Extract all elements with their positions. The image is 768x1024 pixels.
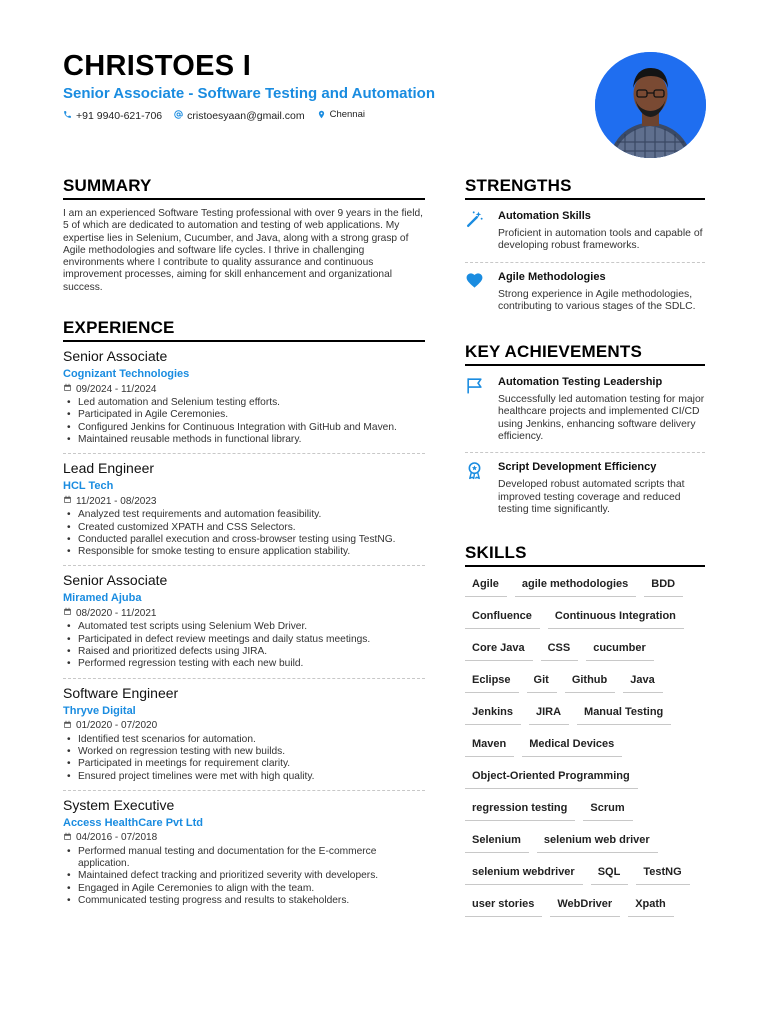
flag-icon bbox=[465, 376, 486, 443]
left-column bbox=[63, 176, 425, 914]
experience-list bbox=[63, 342, 425, 914]
skill-tag: agile methodologies bbox=[515, 573, 636, 597]
job-bullet: • Communicated testing progress and results to stakeholders. bbox=[63, 895, 425, 907]
skills-heading: SKILLS bbox=[465, 543, 705, 567]
job-bullet: • Automated test scripts using Selenium Web Driver. bbox=[63, 621, 425, 633]
job-entry bbox=[63, 791, 425, 914]
candidate-name: CHRISTOES I bbox=[63, 50, 252, 82]
date-range: 11/2021 - 08/2023 bbox=[76, 495, 157, 507]
phone-icon bbox=[63, 110, 72, 122]
location-text: Chennai bbox=[329, 108, 365, 120]
company-name: HCL Tech bbox=[63, 480, 114, 493]
job-bullet: • Analyzed test requirements and automation feasibility. bbox=[63, 509, 425, 521]
job-bullet: • Identified test scenarios for automation. bbox=[63, 734, 425, 746]
job-bullet: • Performed manual testing and documentation for the E-commerce application. bbox=[63, 846, 425, 871]
skill-tag: Medical Devices bbox=[522, 733, 622, 757]
job-bullet: • Engaged in Agile Ceremonies to align with the team. bbox=[63, 883, 425, 895]
skill-tag: Object-Oriented Programming bbox=[465, 765, 638, 789]
job-bullets bbox=[63, 734, 425, 783]
company-name: Cognizant Technologies bbox=[63, 368, 190, 381]
right-column bbox=[465, 176, 705, 925]
job-bullet: • Participated in defect review meetings and daily status meetings. bbox=[63, 634, 425, 646]
experience-heading: EXPERIENCE bbox=[63, 318, 425, 342]
job-bullet: • Responsible for smoke testing to ensure application stability. bbox=[63, 546, 425, 558]
job-entry bbox=[63, 342, 425, 454]
achievement-item bbox=[465, 453, 705, 525]
job-bullet: • Led automation and Selenium testing efforts. bbox=[63, 397, 425, 409]
calendar-icon bbox=[63, 495, 72, 507]
job-bullet: • Maintained defect tracking and prioritized severity with developers. bbox=[63, 870, 425, 882]
job-bullets bbox=[63, 846, 425, 907]
achievement-item bbox=[465, 368, 705, 453]
job-bullets bbox=[63, 397, 425, 446]
job-bullet: • Created customized XPATH and CSS Selectors. bbox=[63, 522, 425, 534]
job-title: Senior Associate bbox=[63, 572, 168, 589]
skill-tag: Java bbox=[623, 669, 662, 693]
job-dates bbox=[63, 607, 425, 619]
job-title: Software Engineer bbox=[63, 684, 179, 701]
job-dates bbox=[63, 720, 425, 732]
job-bullet: • Configured Jenkins for Continuous Integration with GitHub and Maven. bbox=[63, 422, 425, 434]
job-bullet: • Conducted parallel execution and cross-browser testing using TestNG. bbox=[63, 534, 425, 546]
heart-icon bbox=[465, 271, 486, 314]
contact-phone[interactable] bbox=[63, 110, 162, 122]
at-sign-icon bbox=[174, 110, 183, 122]
award-icon bbox=[465, 461, 486, 516]
calendar-icon bbox=[63, 832, 72, 844]
strength-desc: Proficient in automation tools and capable of developing robust frameworks. bbox=[498, 228, 703, 252]
skill-tag: Jenkins bbox=[465, 701, 521, 725]
job-bullets bbox=[63, 621, 425, 670]
skill-tag: BDD bbox=[644, 573, 683, 597]
strength-title: Automation Skills bbox=[498, 210, 591, 222]
company-name: Miramed Ajuba bbox=[63, 592, 142, 605]
achievements-heading: KEY ACHIEVEMENTS bbox=[465, 342, 705, 366]
job-bullet: • Performed regression testing with each new build. bbox=[63, 658, 425, 670]
job-entry bbox=[63, 566, 425, 678]
skill-tag: Eclipse bbox=[465, 669, 519, 693]
job-bullet: • Ensured project timelines were met with high quality. bbox=[63, 771, 425, 783]
skill-tag: Scrum bbox=[583, 797, 632, 821]
skill-tag: Agile bbox=[465, 573, 507, 597]
achievement-desc: Successfully led automation testing for major healthcare projects and implemented CI/CD using Jenkins, enhancing software delivery efficiency. bbox=[498, 394, 705, 443]
job-bullet: • Participated in Agile Ceremonies. bbox=[63, 409, 425, 421]
date-range: 04/2016 - 07/2018 bbox=[76, 832, 158, 844]
job-entry bbox=[63, 679, 425, 791]
job-bullet: • Maintained reusable methods in functional library. bbox=[63, 434, 425, 446]
avatar bbox=[595, 52, 706, 158]
date-range: 08/2020 - 11/2021 bbox=[76, 607, 157, 619]
skill-tag: Git bbox=[527, 669, 557, 693]
job-bullet: • Raised and prioritized defects using JIRA. bbox=[63, 646, 425, 658]
skill-tag: WebDriver bbox=[550, 893, 620, 917]
calendar-icon bbox=[63, 720, 72, 732]
skill-tag: SQL bbox=[591, 861, 629, 885]
skill-tag: Continuous Integration bbox=[548, 605, 684, 629]
skill-tag: Confluence bbox=[465, 605, 540, 629]
date-range: 01/2020 - 07/2020 bbox=[76, 720, 158, 732]
date-range: 09/2024 - 11/2024 bbox=[76, 383, 157, 395]
achievement-desc: Developed robust automated scripts that improved testing coverage and reduced testing time significantly. bbox=[498, 479, 685, 515]
skill-tag: selenium webdriver bbox=[465, 861, 583, 885]
job-dates bbox=[63, 495, 425, 507]
strength-item bbox=[465, 263, 705, 323]
skill-tag: regression testing bbox=[465, 797, 575, 821]
skill-tag: Maven bbox=[465, 733, 514, 757]
strength-title: Agile Methodologies bbox=[498, 270, 606, 283]
job-title: System Executive bbox=[63, 796, 175, 813]
job-title: Lead Engineer bbox=[63, 460, 155, 477]
summary-text: I am an experienced Software Testing professional with over 9 years in the field, 5 of which are dedicated to automation and testing of web applications. My expertise lies in Selenium, Cucumber, and Java, along with a strong grasp of Agile methodologies and software life cycles. I thrive in challenging environments where I contribute to quality assurance and continuous improvement processes, aiming for skill enhancement and organizational success. bbox=[63, 208, 423, 293]
job-bullets bbox=[63, 509, 425, 558]
skill-tag: selenium web driver bbox=[537, 829, 658, 853]
skill-tag: cucumber bbox=[586, 637, 654, 661]
skill-tag: Manual Testing bbox=[577, 701, 671, 725]
contact-email[interactable] bbox=[174, 110, 304, 122]
location-pin-icon bbox=[317, 110, 326, 122]
skills-list bbox=[465, 573, 705, 925]
skill-tag: Core Java bbox=[465, 637, 533, 661]
job-bullet: • Worked on regression testing with new builds. bbox=[63, 746, 425, 758]
strength-item bbox=[465, 202, 705, 263]
skill-tag: Github bbox=[565, 669, 615, 693]
phone-number: +91 9940-621-706 bbox=[76, 110, 163, 122]
job-bullet: • Participated in meetings for requirement clarity. bbox=[63, 758, 425, 770]
summary-heading: SUMMARY bbox=[63, 176, 425, 200]
strengths-heading: STRENGTHS bbox=[465, 176, 705, 200]
magic-wand-icon bbox=[465, 210, 486, 253]
calendar-icon bbox=[63, 383, 72, 395]
skill-tag: CSS bbox=[541, 637, 579, 661]
job-title: Senior Associate bbox=[63, 348, 168, 365]
skill-tag: Selenium bbox=[465, 829, 529, 853]
calendar-icon bbox=[63, 607, 72, 619]
headline: Senior Associate - Software Testing and Automation bbox=[63, 85, 435, 102]
achievement-title: Automation Testing Leadership bbox=[498, 376, 663, 389]
skill-tag: JIRA bbox=[529, 701, 569, 725]
job-entry bbox=[63, 454, 425, 566]
job-dates bbox=[63, 832, 425, 844]
achievements-list bbox=[465, 368, 705, 525]
achievement-title: Script Development Efficiency bbox=[498, 461, 657, 474]
contact-bar bbox=[63, 110, 365, 122]
strengths-list bbox=[465, 202, 705, 322]
skill-tag: Xpath bbox=[628, 893, 674, 917]
job-dates bbox=[63, 383, 425, 395]
skill-tag: user stories bbox=[465, 893, 542, 917]
email-address: cristoesyaan@gmail.com bbox=[187, 110, 305, 122]
company-name: Thryve Digital bbox=[63, 704, 136, 717]
company-name: Access HealthCare Pvt Ltd bbox=[63, 816, 203, 829]
contact-location bbox=[317, 110, 365, 122]
skill-tag: TestNG bbox=[636, 861, 689, 885]
strength-desc: Strong experience in Agile methodologies, contributing to various stages of the SDLC. bbox=[498, 288, 696, 312]
